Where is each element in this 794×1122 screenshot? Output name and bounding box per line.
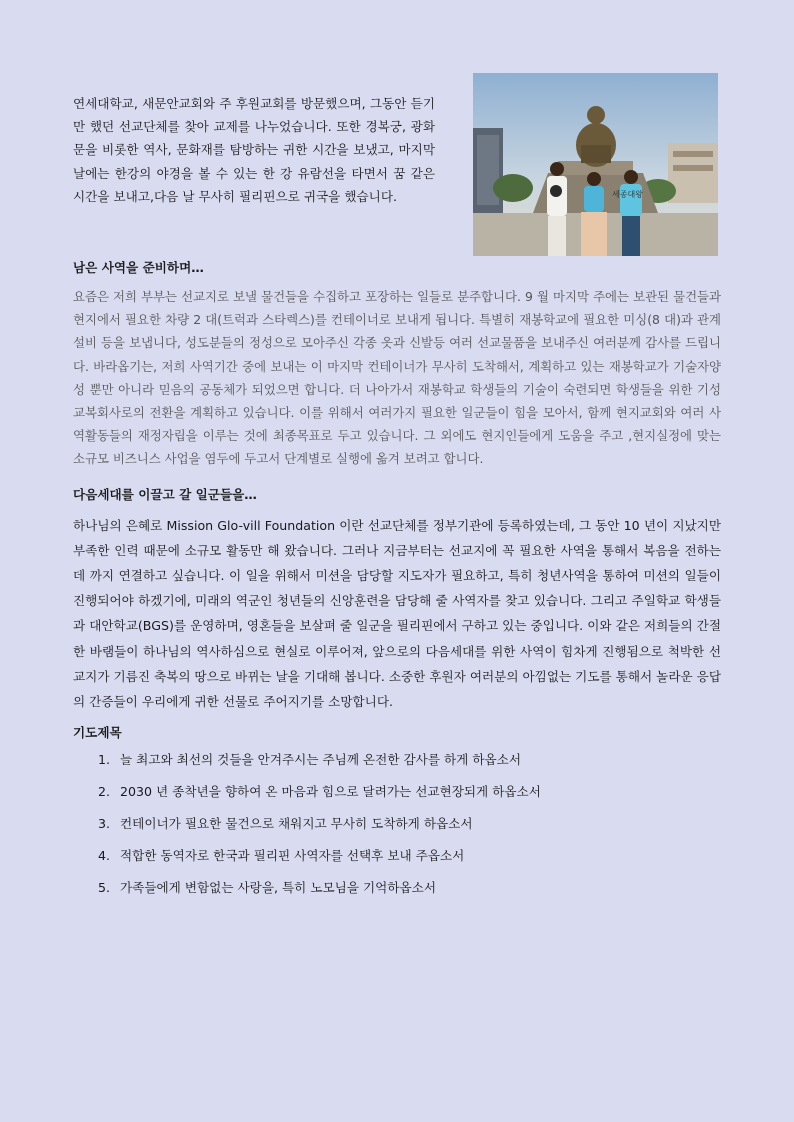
- prayer-item-number: 3.: [97, 816, 110, 832]
- statue-sign-text: 세종대왕: [612, 190, 643, 199]
- prayer-item-text: 컨테이너가 필요한 물건으로 채워지고 무사히 도착하게 하옵소서: [120, 816, 473, 832]
- prayer-item: [73, 878, 721, 898]
- prayer-item: [73, 814, 721, 834]
- prayer-item-number: 2.: [97, 784, 110, 800]
- prayer-item-text: 가족들에게 변함없는 사랑을, 특히 노모님을 기억하옵소서: [120, 880, 436, 896]
- prayer-item-text: 늘 최고와 최선의 것들을 안겨주시는 주님께 온전한 감사를 하게 하옵소서: [120, 752, 521, 768]
- prayer-item: [73, 750, 721, 770]
- paragraph-next-generation: 하나님의 은혜로 Mission Glo-vill Foundation 이란 선교단체를 정부기관에 등록하였는데, 그 동안 10 년이 지났지만 부족한 인력 때문에 소규모 활동만 해 왔습니다. 그러나 지금부터는 선교지에 꼭 필요한 사역을 통해서 복음을 전하는 데 까지 연결하고 싶습니다. 이 일을 위해서 미션을 담당할 지도자가 필요하고, 특히 청년사역을 통하여 미션의 일들이 진행되어야 하겠기에, 미래의 역군인 청년들의 신앙훈련을 담당해 줄 사역자를 찾고 있습니다. 그리고 주일학교 학생들과 대안학교(BGS)를 운영하며, 영혼들을 보살펴 줄 일군을 필리핀에서 구하고 있는 중입니다. 이와 같은 저희들의 간절한 바램들이 하나님의 역사하심으로 현실로 이루어져, 앞으로의 다음세대를 위한 사역이 힘차게 진행됨으로 척박한 선교지가 기름진 축복의 땅으로 바뀌는 날을 기대해 봅니다. 소중한 후원자 여러분의 아낌없는 기도를 통해서 놀라운 응답의 간증들이 우리에게 귀한 선물로 주어지기를 소망합니다.: [73, 517, 721, 710]
- prayer-item-number: 1.: [97, 752, 110, 768]
- prayer-list: [73, 750, 721, 898]
- document-page: [73, 70, 721, 910]
- heading-remaining-ministry: 남은 사역을 준비하며…: [73, 260, 204, 275]
- intro-paragraph: 연세대학교, 새문안교회와 주 후원교회를 방문했으며, 그동안 듣기만 했던 선교단체를 찾아 교제를 나누었습니다. 또한 경복궁, 광화문을 비롯한 역사, 문화재를 탐방하는 귀한 시간을 보냈고, 마지막 날에는 한강의 야경을 볼 수 있는 한 강 유람선을 타면서 꿈 같은 시간을 보내고,다음 날 무사히 필리핀으로 귀국을 했습니다.: [73, 96, 435, 204]
- heading-next-generation: 다음세대를 이끌고 갈 일군들을…: [73, 486, 257, 502]
- prayer-item: [73, 782, 721, 802]
- prayer-item-number: 4.: [97, 848, 110, 864]
- prayer-item-text: 적합한 동역자로 한국과 필리핀 사역자를 선택후 보내 주옵소서: [120, 848, 465, 864]
- heading-prayer-topics: 기도제목: [73, 725, 122, 741]
- paragraph-remaining-ministry: 요즘은 저희 부부는 선교지로 보낼 물건들을 수집하고 포장하는 일들로 분주합니다. 9 월 마지막 주에는 보관된 물건들과 현지에서 필요한 차량 2 대(트럭과 스타렉스)를 컨테이너로 보내게 됩니다. 특별히 재봉학교에 필요한 미싱(8 대)과 관계설비 등을 보냅니다, 성도분들의 정성으로 모아주신 각종 옷과 신발등 여러 선교물품을 보내주신 여러분께 감사를 드립니다. 바라옵기는, 저희 사역기간 중에 보내는 이 마지막 컨테이너가 무사히 도착해서, 계획하고 있는 재봉학교가 기술자양성 뿐만 아니라 믿음의 공동체가 되었으면 합니다. 더 나아가서 재봉학교 학생들의 기술이 숙련되면 학생들을 위한 기성 교복회사로의 전환을 계획하고 있습니다. 이를 위해서 여러가지 필요한 일군들이 힘을 모아서, 함께 현지교회와 여러 사역활동들의 재정자립을 이루는 것에 최종목표로 두고 있습니다. 그 외에도 현지인들에게 도움을 주고 ,현지실정에 맞는 소규모 비즈니스 사업을 염두에 두고서 단계별로 실행에 옮겨 보려고 합니다.: [73, 289, 721, 467]
- prayer-item: [73, 846, 721, 866]
- prayer-item-text: 2030 년 종착년을 향하여 온 마음과 힘으로 달려가는 선교현장되게 하옵소서: [120, 784, 541, 800]
- photo-statue-plaza: [473, 73, 718, 256]
- prayer-item-number: 5.: [97, 880, 110, 896]
- intro-block: [73, 70, 721, 258]
